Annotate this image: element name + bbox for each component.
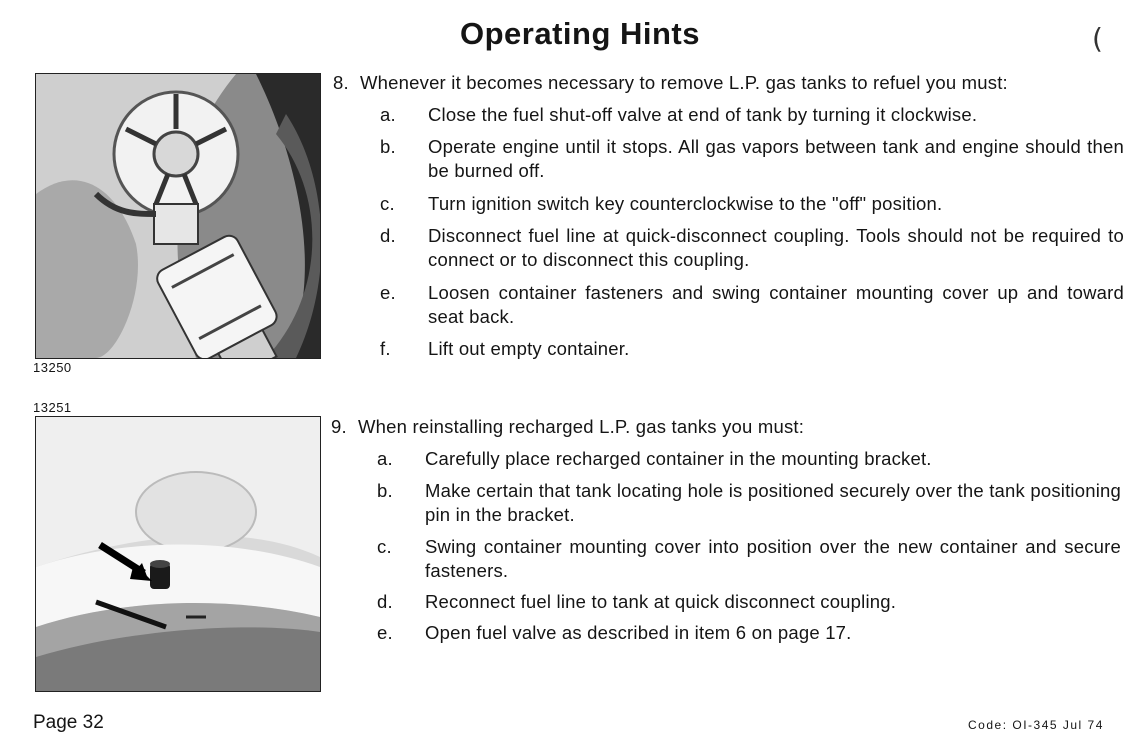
list-item-text: Turn ignition switch key counterclockwise to the "off" position.	[428, 193, 943, 214]
section-8-number: 8.	[333, 72, 349, 93]
list-item-text: Open fuel valve as described in item 6 on page 17.	[425, 622, 852, 643]
page-title: Operating Hints	[459, 16, 700, 51]
list-item-text: Loosen container fasteners and swing container mounting cover up and toward seat back.	[428, 282, 1124, 327]
list-item-letter: b.	[377, 480, 393, 501]
section-9-intro-text: When reinstalling recharged L.P. gas tanks you must:	[358, 416, 805, 437]
list-item-letter: b.	[380, 136, 396, 157]
margin-mark: (	[1092, 22, 1103, 55]
list-item-letter: e.	[380, 282, 396, 303]
list-item-letter: d.	[380, 225, 396, 246]
fuel-valve-photo	[35, 73, 321, 359]
section-8-intro-text: Whenever it becomes necessary to remove L.P. gas tanks to refuel you must:	[360, 72, 1008, 93]
photo-caption-bottom: 13251	[33, 400, 72, 415]
list-item-letter: a.	[377, 448, 393, 469]
list-item-text: Lift out empty container.	[428, 338, 630, 359]
list-item-text: Reconnect fuel line to tank at quick disconnect coupling.	[425, 591, 897, 612]
document-code: Code: OI-345 Jul 74	[968, 718, 1104, 732]
list-item-text: Close the fuel shut-off valve at end of tank by turning it clockwise.	[428, 104, 978, 125]
list-item-text: Operate engine until it stops. All gas vapors between tank and engine should then be burned off.	[428, 136, 1124, 181]
section-9-number: 9.	[331, 416, 347, 437]
list-item-text: Disconnect fuel line at quick-disconnect coupling. Tools should not be required to connect or to disconnect this coupling.	[428, 225, 1124, 270]
positioning-pin-photo	[35, 416, 321, 692]
list-item-text: Carefully place recharged container in the mounting bracket.	[425, 448, 932, 469]
list-item-letter: e.	[377, 622, 393, 643]
page-number: Page 32	[33, 712, 104, 733]
list-item-text: Swing container mounting cover into position over the new container and secure fasteners.	[425, 536, 1121, 581]
pin-illustration	[36, 417, 320, 691]
list-item-letter: c.	[380, 193, 395, 214]
list-item-letter: c.	[377, 536, 392, 557]
list-item-text: Make certain that tank locating hole is positioned securely over the tank positioning pin in the bracket.	[425, 480, 1121, 525]
valve-illustration	[36, 74, 320, 358]
list-item-letter: a.	[380, 104, 396, 125]
photo-caption-top: 13250	[33, 360, 72, 375]
list-item-letter: f.	[380, 338, 391, 359]
list-item-letter: d.	[377, 591, 393, 612]
